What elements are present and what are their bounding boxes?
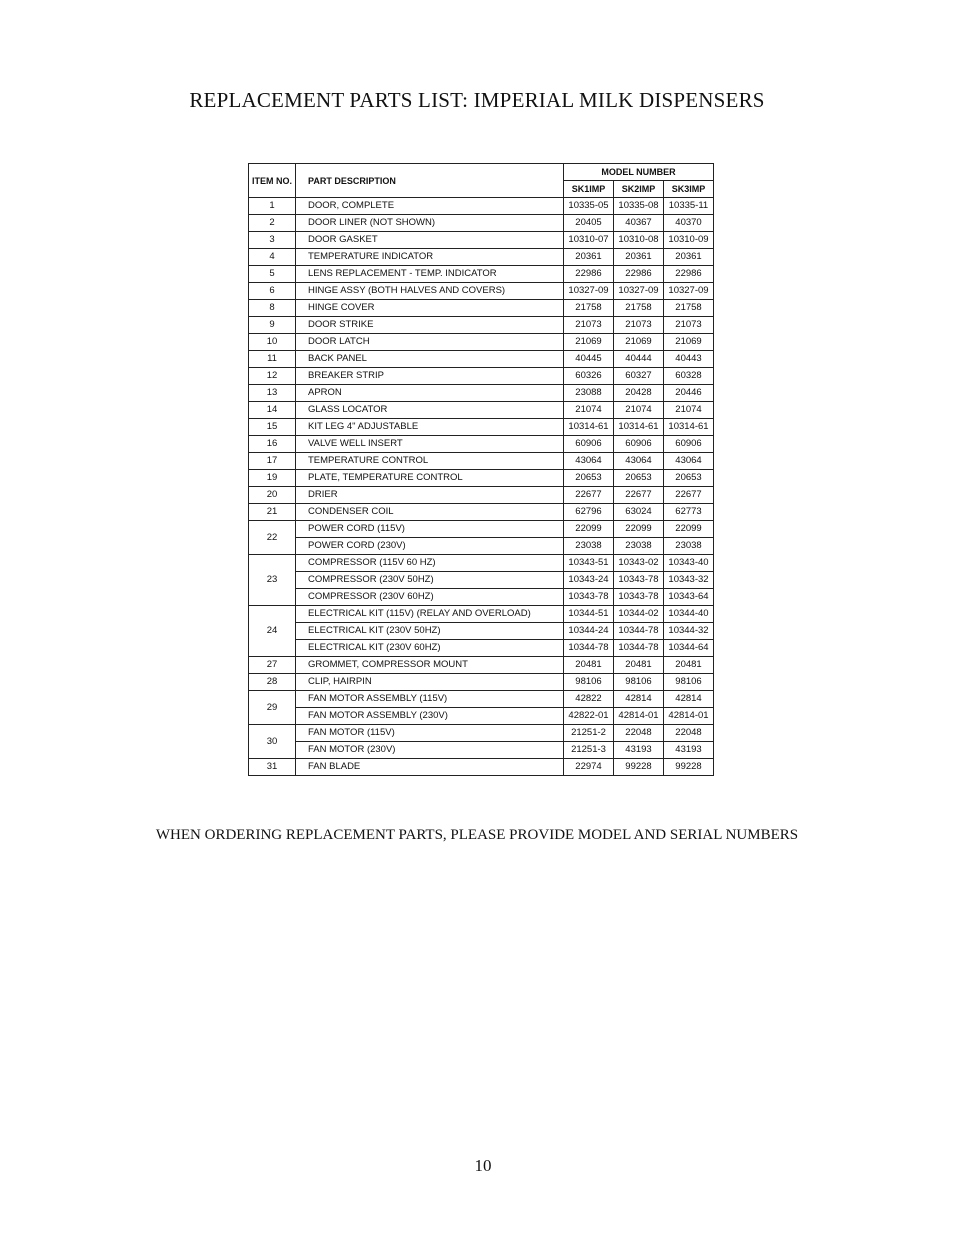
table-row (249, 334, 714, 351)
part-number-cell: 21074 (664, 402, 714, 419)
part-number-cell: 10343-64 (664, 589, 714, 606)
item-number-cell: 1 (249, 198, 296, 215)
part-description-cell: FAN MOTOR ASSEMBLY (230V) (296, 708, 564, 725)
part-number-cell: 21758 (564, 300, 614, 317)
part-description-cell: KIT LEG 4" ADJUSTABLE (296, 419, 564, 436)
part-description-cell: CONDENSER COIL (296, 504, 564, 521)
part-number-cell: 10343-78 (614, 572, 664, 589)
part-number-cell: 21758 (614, 300, 664, 317)
part-number-cell: 22048 (664, 725, 714, 742)
part-number-cell: 21069 (564, 334, 614, 351)
part-number-cell: 21074 (614, 402, 664, 419)
part-description-cell: FAN MOTOR (115V) (296, 725, 564, 742)
part-description-cell: BREAKER STRIP (296, 368, 564, 385)
item-number-cell: 5 (249, 266, 296, 283)
item-number-cell: 17 (249, 453, 296, 470)
part-description-cell: COMPRESSOR (230V 50HZ) (296, 572, 564, 589)
table-row (249, 436, 714, 453)
table-row (249, 470, 714, 487)
table-row (249, 453, 714, 470)
parts-table-body (249, 198, 714, 776)
part-description-cell: ELECTRICAL KIT (230V 60HZ) (296, 640, 564, 657)
table-row (249, 538, 714, 555)
part-number-cell: 10335-08 (614, 198, 664, 215)
part-description-cell: COMPRESSOR (115V 60 HZ) (296, 555, 564, 572)
part-description-cell: CLIP, HAIRPIN (296, 674, 564, 691)
part-number-cell: 21073 (614, 317, 664, 334)
part-number-cell: 21758 (664, 300, 714, 317)
part-number-cell: 40444 (614, 351, 664, 368)
table-row (249, 657, 714, 674)
part-number-cell: 42814 (614, 691, 664, 708)
part-number-cell: 22677 (664, 487, 714, 504)
part-number-cell: 10310-09 (664, 232, 714, 249)
item-number-cell: 9 (249, 317, 296, 334)
item-number-cell: 8 (249, 300, 296, 317)
page-title: REPLACEMENT PARTS LIST: IMPERIAL MILK DISPENSERS (189, 88, 765, 112)
table-row (249, 402, 714, 419)
table-row (249, 317, 714, 334)
table-row (249, 266, 714, 283)
part-number-cell: 60328 (664, 368, 714, 385)
part-number-cell: 20481 (614, 657, 664, 674)
table-row (249, 351, 714, 368)
table-row (249, 589, 714, 606)
item-number-cell: 2 (249, 215, 296, 232)
part-number-cell: 10335-05 (564, 198, 614, 215)
part-description-cell: LENS REPLACEMENT - TEMP. INDICATOR (296, 266, 564, 283)
part-number-cell: 10344-78 (614, 640, 664, 657)
part-number-cell: 20361 (614, 249, 664, 266)
part-number-cell: 10310-08 (614, 232, 664, 249)
table-row (249, 504, 714, 521)
part-number-cell: 21251-3 (564, 742, 614, 759)
part-number-cell: 60327 (614, 368, 664, 385)
table-row (249, 555, 714, 572)
part-number-cell: 10344-24 (564, 623, 614, 640)
table-row (249, 385, 714, 402)
item-number-cell: 30 (249, 725, 296, 759)
item-no-header: ITEM NO. (249, 164, 296, 198)
part-number-cell: 21251-2 (564, 725, 614, 742)
part-description-cell: GLASS LOCATOR (296, 402, 564, 419)
part-number-cell: 23038 (614, 538, 664, 555)
item-number-cell: 29 (249, 691, 296, 725)
part-number-cell: 10343-02 (614, 555, 664, 572)
part-number-cell: 20361 (664, 249, 714, 266)
part-description-cell: DOOR STRIKE (296, 317, 564, 334)
table-row (249, 708, 714, 725)
part-number-cell: 43064 (564, 453, 614, 470)
table-row (249, 283, 714, 300)
part-number-cell: 99228 (614, 759, 664, 776)
model-header-sk1imp: SK1IMP (564, 181, 614, 198)
part-description-cell: HINGE COVER (296, 300, 564, 317)
part-number-cell: 20653 (564, 470, 614, 487)
part-number-cell: 10344-78 (564, 640, 614, 657)
part-number-cell: 62796 (564, 504, 614, 521)
item-number-cell: 13 (249, 385, 296, 402)
item-number-cell: 31 (249, 759, 296, 776)
part-number-cell: 20405 (564, 215, 614, 232)
part-description-cell: DRIER (296, 487, 564, 504)
part-number-cell: 63024 (614, 504, 664, 521)
table-row (249, 623, 714, 640)
part-number-cell: 10327-09 (614, 283, 664, 300)
model-header-sk3imp: SK3IMP (664, 181, 714, 198)
item-number-cell: 14 (249, 402, 296, 419)
part-number-cell: 60906 (614, 436, 664, 453)
part-number-cell: 62773 (664, 504, 714, 521)
part-number-cell: 10344-78 (614, 623, 664, 640)
part-number-cell: 22974 (564, 759, 614, 776)
part-number-cell: 40367 (614, 215, 664, 232)
parts-table-header (249, 164, 714, 198)
part-description-cell: POWER CORD (230V) (296, 538, 564, 555)
part-number-cell: 20653 (614, 470, 664, 487)
part-number-cell: 21069 (664, 334, 714, 351)
part-number-cell: 43193 (664, 742, 714, 759)
part-number-cell: 22677 (564, 487, 614, 504)
part-number-cell: 98106 (564, 674, 614, 691)
part-number-cell: 10344-02 (614, 606, 664, 623)
part-number-cell: 10343-40 (664, 555, 714, 572)
item-number-cell: 21 (249, 504, 296, 521)
parts-table (248, 163, 714, 776)
part-description-cell: DOOR GASKET (296, 232, 564, 249)
item-number-cell: 12 (249, 368, 296, 385)
part-number-cell: 60906 (664, 436, 714, 453)
part-description-cell: ELECTRICAL KIT (230V 50HZ) (296, 623, 564, 640)
table-row (249, 215, 714, 232)
part-number-cell: 22677 (614, 487, 664, 504)
part-number-cell: 22986 (614, 266, 664, 283)
part-number-cell: 43064 (664, 453, 714, 470)
part-number-cell: 21069 (614, 334, 664, 351)
part-number-cell: 22099 (614, 521, 664, 538)
part-description-cell: GROMMET, COMPRESSOR MOUNT (296, 657, 564, 674)
part-number-cell: 10343-32 (664, 572, 714, 589)
part-description-cell: FAN MOTOR ASSEMBLY (115V) (296, 691, 564, 708)
part-number-cell: 10314-61 (664, 419, 714, 436)
part-number-cell: 21073 (664, 317, 714, 334)
part-description-cell: HINGE ASSY (BOTH HALVES AND COVERS) (296, 283, 564, 300)
part-number-cell: 20481 (564, 657, 614, 674)
item-number-cell: 3 (249, 232, 296, 249)
part-number-cell: 98106 (614, 674, 664, 691)
part-number-cell: 10343-78 (614, 589, 664, 606)
part-number-cell: 10310-07 (564, 232, 614, 249)
part-number-cell: 40445 (564, 351, 614, 368)
part-number-cell: 42814-01 (664, 708, 714, 725)
table-row (249, 640, 714, 657)
part-number-cell: 10327-09 (564, 283, 614, 300)
part-number-cell: 23038 (664, 538, 714, 555)
item-number-cell: 11 (249, 351, 296, 368)
part-number-cell: 98106 (664, 674, 714, 691)
table-row (249, 232, 714, 249)
part-number-cell: 10343-51 (564, 555, 614, 572)
part-description-cell: POWER CORD (115V) (296, 521, 564, 538)
part-number-cell: 10314-61 (564, 419, 614, 436)
item-number-cell: 24 (249, 606, 296, 657)
item-number-cell: 4 (249, 249, 296, 266)
part-description-cell: DOOR LINER (NOT SHOWN) (296, 215, 564, 232)
table-row (249, 606, 714, 623)
table-row (249, 759, 714, 776)
part-description-cell: TEMPERATURE INDICATOR (296, 249, 564, 266)
page-number: 10 (474, 1156, 492, 1175)
item-number-cell: 15 (249, 419, 296, 436)
item-number-cell: 10 (249, 334, 296, 351)
part-number-cell: 22986 (664, 266, 714, 283)
part-number-cell: 60906 (564, 436, 614, 453)
part-description-cell: DOOR, COMPLETE (296, 198, 564, 215)
item-number-cell: 22 (249, 521, 296, 555)
part-number-cell: 99228 (664, 759, 714, 776)
part-number-cell: 20481 (664, 657, 714, 674)
part-description-header: PART DESCRIPTION (296, 164, 564, 198)
item-number-cell: 23 (249, 555, 296, 606)
table-row (249, 742, 714, 759)
table-row (249, 487, 714, 504)
table-row (249, 674, 714, 691)
part-description-cell: BACK PANEL (296, 351, 564, 368)
part-number-cell: 20361 (564, 249, 614, 266)
part-number-cell: 42822-01 (564, 708, 614, 725)
part-number-cell: 22048 (614, 725, 664, 742)
part-number-cell: 22986 (564, 266, 614, 283)
part-number-cell: 40443 (664, 351, 714, 368)
part-number-cell: 10344-64 (664, 640, 714, 657)
part-number-cell: 10344-32 (664, 623, 714, 640)
part-number-cell: 21073 (564, 317, 614, 334)
part-description-cell: VALVE WELL INSERT (296, 436, 564, 453)
table-row (249, 198, 714, 215)
model-number-header: MODEL NUMBER (564, 164, 714, 181)
part-number-cell: 22099 (564, 521, 614, 538)
part-description-cell: TEMPERATURE CONTROL (296, 453, 564, 470)
part-number-cell: 20653 (664, 470, 714, 487)
part-number-cell: 60326 (564, 368, 614, 385)
part-number-cell: 10327-09 (664, 283, 714, 300)
part-number-cell: 43064 (614, 453, 664, 470)
part-number-cell: 10343-78 (564, 589, 614, 606)
table-row (249, 521, 714, 538)
item-number-cell: 19 (249, 470, 296, 487)
part-description-cell: DOOR LATCH (296, 334, 564, 351)
part-number-cell: 23088 (564, 385, 614, 402)
part-number-cell: 10314-61 (614, 419, 664, 436)
part-number-cell: 40370 (664, 215, 714, 232)
part-number-cell: 10344-40 (664, 606, 714, 623)
part-number-cell: 22099 (664, 521, 714, 538)
table-row (249, 691, 714, 708)
table-row (249, 300, 714, 317)
part-number-cell: 10343-24 (564, 572, 614, 589)
item-number-cell: 6 (249, 283, 296, 300)
part-description-cell: ELECTRICAL KIT (115V) (RELAY AND OVERLOAD) (296, 606, 564, 623)
part-number-cell: 42814-01 (614, 708, 664, 725)
item-number-cell: 16 (249, 436, 296, 453)
part-number-cell: 10335-11 (664, 198, 714, 215)
part-number-cell: 23038 (564, 538, 614, 555)
table-row (249, 249, 714, 266)
part-description-cell: FAN MOTOR (230V) (296, 742, 564, 759)
ordering-note: WHEN ORDERING REPLACEMENT PARTS, PLEASE PROVIDE MODEL AND SERIAL NUMBERS (155, 827, 799, 843)
part-description-cell: PLATE, TEMPERATURE CONTROL (296, 470, 564, 487)
part-description-cell: APRON (296, 385, 564, 402)
part-number-cell: 10344-51 (564, 606, 614, 623)
table-row (249, 419, 714, 436)
table-row (249, 725, 714, 742)
table-row (249, 572, 714, 589)
table-row (249, 368, 714, 385)
part-description-cell: COMPRESSOR (230V 60HZ) (296, 589, 564, 606)
model-header-sk2imp: SK2IMP (614, 181, 664, 198)
part-number-cell: 20428 (614, 385, 664, 402)
item-number-cell: 20 (249, 487, 296, 504)
part-number-cell: 20446 (664, 385, 714, 402)
part-number-cell: 42814 (664, 691, 714, 708)
part-description-cell: FAN BLADE (296, 759, 564, 776)
part-number-cell: 43193 (614, 742, 664, 759)
item-number-cell: 27 (249, 657, 296, 674)
item-number-cell: 28 (249, 674, 296, 691)
part-number-cell: 21074 (564, 402, 614, 419)
part-number-cell: 42822 (564, 691, 614, 708)
